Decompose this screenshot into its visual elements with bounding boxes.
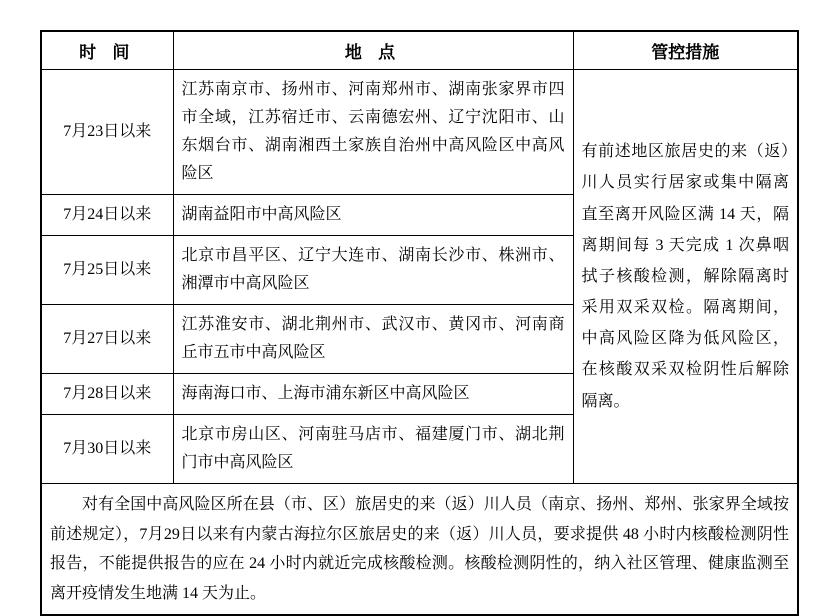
table-footer-row: [41, 484, 798, 616]
cell-time: 7月27日以来: [41, 305, 173, 374]
cell-footer-note: [41, 484, 798, 616]
table-header: [41, 31, 798, 70]
cell-place: 湖南益阳市中高风险区: [173, 195, 573, 236]
cell-time: 7月30日以来: [41, 415, 173, 484]
cell-time: 7月28日以来: [41, 374, 173, 415]
cell-place: 海南海口市、上海市浦东新区中高风险区: [173, 374, 573, 415]
cell-measure: 有前述地区旅居史的来（返）川人员实行居家或集中隔离直至离开风险区满 14 天，隔离期间每 3 天完成 1 次鼻咽拭子核酸检测，解除隔离时采用双采双检。隔离期间，中高风险区降为低风险区，在核酸双采双检阴性后解除隔离。: [573, 70, 798, 484]
cell-time: 7月24日以来: [41, 195, 173, 236]
column-header-time: 时 间: [41, 31, 173, 70]
cell-place: 江苏淮安市、湖北荆州市、武汉市、黄冈市、河南商丘市五市中高风险区: [173, 305, 573, 374]
table-header-row: [41, 31, 798, 70]
footer-note-text: 对有全国中高风险区所在县（市、区）旅居史的来（返）川人员（南京、扬州、郑州、张家界全域按前述规定），7月29日以来有内蒙古海拉尔区旅居史的来（返）川人员，要求提供 48 小时内核酸检测阴性报告，不能提供报告的应在 24 小时内就近完成核酸检测。核酸检测阴性的，纳入社区管理、健康监测至离开疫情发生地满 14 天为止。: [50, 496, 789, 602]
table-row: [41, 70, 798, 195]
table-body: [41, 70, 798, 616]
cell-time: 7月23日以来: [41, 70, 173, 195]
column-header-place: 地 点: [173, 31, 573, 70]
cell-time: 7月25日以来: [41, 236, 173, 305]
column-header-measure: 管控措施: [573, 31, 798, 70]
cell-place: 北京市房山区、河南驻马店市、福建厦门市、湖北荆门市中高风险区: [173, 415, 573, 484]
risk-area-control-table: [40, 30, 799, 616]
cell-place: 北京市昌平区、辽宁大连市、湖南长沙市、株洲市、湘潭市中高风险区: [173, 236, 573, 305]
cell-place: 江苏南京市、扬州市、河南郑州市、湖南张家界市四市全域，江苏宿迁市、云南德宏州、辽宁沈阳市、山东烟台市、湖南湘西土家族自治州中高风险区中高风险区: [173, 70, 573, 195]
